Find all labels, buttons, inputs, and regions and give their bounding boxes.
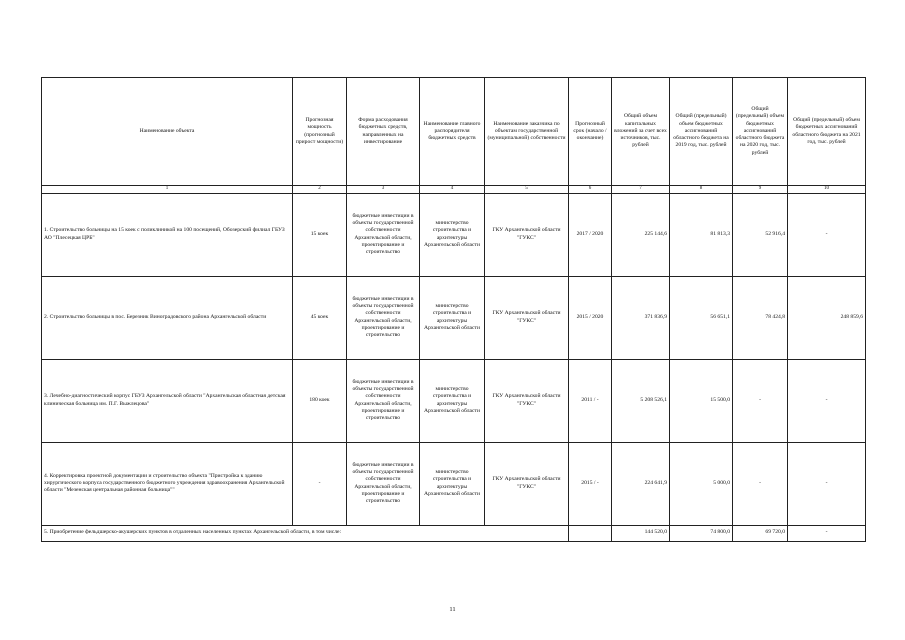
total-cell: 224 641,9 xyxy=(612,442,670,525)
column-number: 4 xyxy=(420,186,485,194)
column-number: 7 xyxy=(612,186,670,194)
year-2021-cell: - xyxy=(788,359,866,442)
funding-form-cell: бюджетные инвестиции в объекты государственной собственности Архангельской области, проектирование и строительство xyxy=(347,359,420,442)
term-cell: 2015 / 2020 xyxy=(569,276,612,359)
term-cell: 2017 / 2020 xyxy=(569,193,612,276)
header-cell-2019: Общий (предельный) объем бюджетных ассигнований областного бюджета на 2019 год, тыс. рублей xyxy=(670,78,733,186)
column-number: 1 xyxy=(42,186,293,194)
column-number: 8 xyxy=(670,186,733,194)
column-number-row xyxy=(42,186,866,194)
year-2019-cell: 15 500,0 xyxy=(670,359,733,442)
header-cell-2020: Общий (предельный) объем бюджетных ассигнований областного бюджета на 2020 год, тыс. рублей xyxy=(733,78,788,186)
header-cell-form: Форма расходования бюджетных средств, направленных на инвестирование xyxy=(347,78,420,186)
year-2020-cell: 69 720,0 xyxy=(733,525,788,541)
table-row xyxy=(42,193,866,276)
column-number: 9 xyxy=(733,186,788,194)
column-number: 2 xyxy=(293,186,347,194)
year-2020-cell: - xyxy=(733,359,788,442)
year-2021-cell: - xyxy=(788,193,866,276)
distributor-cell: министерство строительства и архитектуры Архангельской области xyxy=(420,276,485,359)
year-2021-cell: - xyxy=(788,525,866,541)
header-cell-2021: Общий (предельный) объем бюджетных ассигнований областного бюджета на 2021 год, тыс. рублей xyxy=(788,78,866,186)
funding-form-cell: бюджетные инвестиции в объекты государственной собственности Архангельской области, проектирование и строительство xyxy=(347,193,420,276)
object-name-cell: 5. Приобретение фельдшерско-акушерских пунктов в отдаленных населенных пунктах Архангельской области, в том числе: xyxy=(42,525,569,541)
header-cell-distributor: Наименование главного распорядителя бюджетных средств xyxy=(420,78,485,186)
year-2021-cell: 248 859,6 xyxy=(788,276,866,359)
term-cell: 2011 / - xyxy=(569,359,612,442)
object-name-cell: 3. Лечебно-диагностический корпус ГБУЗ Архангельской области "Архангельская областная детская клиническая больница им. П.Г. Выжлецова" xyxy=(42,359,293,442)
column-number: 5 xyxy=(485,186,569,194)
year-2020-cell: - xyxy=(733,442,788,525)
year-2019-cell: 74 800,0 xyxy=(670,525,733,541)
year-2019-cell: 81 813,3 xyxy=(670,193,733,276)
header-cell-total: Общий объем капитальных вложений за счет всех источников, тыс. рублей xyxy=(612,78,670,186)
customer-cell: ГКУ Архангельской области "ГУКС" xyxy=(485,359,569,442)
total-cell: 225 144,6 xyxy=(612,193,670,276)
table-row xyxy=(42,359,866,442)
page-number: 11 xyxy=(449,606,456,613)
table-row xyxy=(42,525,866,541)
total-cell: 144 520,0 xyxy=(612,525,670,541)
capacity-cell: 45 коек xyxy=(293,276,347,359)
table-row xyxy=(42,276,866,359)
total-cell: 371 836,9 xyxy=(612,276,670,359)
distributor-cell: министерство строительства и архитектуры Архангельской области xyxy=(420,193,485,276)
investment-table xyxy=(41,77,866,542)
customer-cell: ГКУ Архангельской области "ГУКС" xyxy=(485,276,569,359)
object-name-cell: 4. Корректировка проектной документации и строительство объекта "Пристройка к зданию хирургического корпуса государственного бюджетного учреждения здравоохранения Архангельской области "Мезенская центральная районная больница"" xyxy=(42,442,293,525)
distributor-cell: министерство строительства и архитектуры Архангельской области xyxy=(420,359,485,442)
year-2019-cell: 56 651,1 xyxy=(670,276,733,359)
capacity-cell: - xyxy=(293,442,347,525)
term-cell xyxy=(569,525,612,541)
customer-cell: ГКУ Архангельской области "ГУКС" xyxy=(485,442,569,525)
column-number: 6 xyxy=(569,186,612,194)
year-2020-cell: 78 424,8 xyxy=(733,276,788,359)
customer-cell: ГКУ Архангельской области "ГУКС" xyxy=(485,193,569,276)
funding-form-cell: бюджетные инвестиции в объекты государственной собственности Архангельской области, проектирование и строительство xyxy=(347,276,420,359)
column-number: 3 xyxy=(347,186,420,194)
total-cell: 5 208 526,1 xyxy=(612,359,670,442)
year-2019-cell: 5 000,0 xyxy=(670,442,733,525)
term-cell: 2015 / - xyxy=(569,442,612,525)
column-number: 10 xyxy=(788,186,866,194)
year-2021-cell: - xyxy=(788,442,866,525)
capacity-cell: 180 коек xyxy=(293,359,347,442)
funding-form-cell: бюджетные инвестиции в объекты государственной собственности Архангельской области, проектирование и строительство xyxy=(347,442,420,525)
year-2020-cell: 52 916,4 xyxy=(733,193,788,276)
capacity-cell: 15 коек xyxy=(293,193,347,276)
header-cell-term: Прогнозный срок (начало / окончание) xyxy=(569,78,612,186)
header-cell-name: Наименование объекта xyxy=(42,78,293,186)
header-row xyxy=(42,78,866,186)
object-name-cell: 2. Строительство больницы в пос. Березник Виноградовского района Архангельской области xyxy=(42,276,293,359)
object-name-cell: 1. Строительство больницы на 15 коек с поликлиникой на 100 посещений, Обозерский филиал ГБУЗ АО "Плесецкая ЦРБ" xyxy=(42,193,293,276)
distributor-cell: министерство строительства и архитектуры Архангельской области xyxy=(420,442,485,525)
header-cell-capacity: Прогнозная мощность (прогнозный прирост мощности) xyxy=(293,78,347,186)
header-cell-customer: Наименование заказчика по объектам государственной (муниципальной) собственности xyxy=(485,78,569,186)
table-row xyxy=(42,442,866,525)
